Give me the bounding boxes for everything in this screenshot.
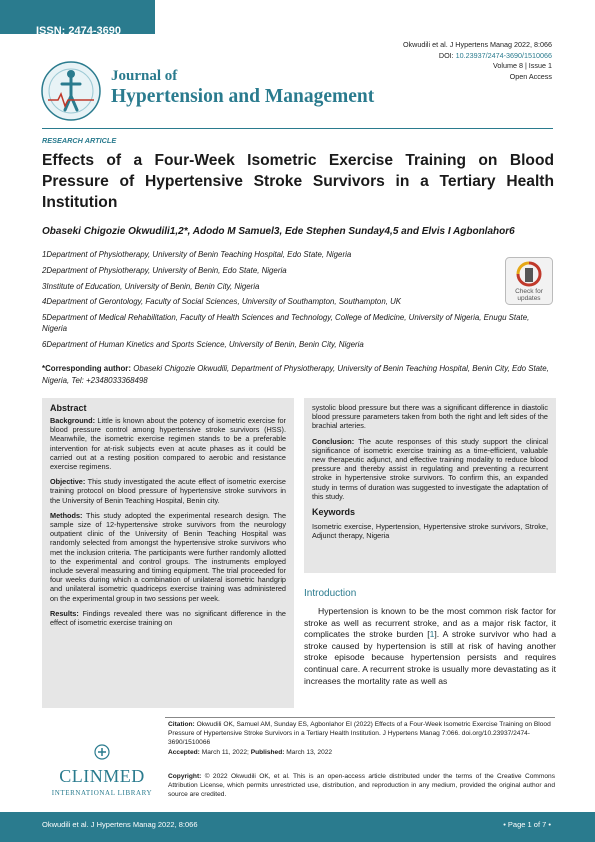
footer-citation: Okwudili et al. J Hypertens Manag 2022, 8:066 (42, 820, 198, 829)
affiliation-item: 2Department of Physiotherapy, University of Benin, Edo State, Nigeria (42, 265, 287, 275)
keywords-list: Isometric exercise, Hypertension, Hypertensive stroke survivors, Stroke, Adjunct therapy, Nigeria (312, 522, 548, 541)
badge-line2: updates (517, 295, 541, 302)
page-number: • Page 1 of 7 • (503, 820, 551, 829)
dates-line: Accepted: March 11, 2022; Published: March 13, 2022 (168, 748, 333, 756)
article-meta (403, 40, 552, 82)
volume-issue: Volume 8 | Issue 1 (492, 61, 552, 70)
corresponding-author: *Corresponding author: Obaseki Chigozie Okwudili, Department of Physiotherapy, University of Benin Teaching Hospital, Benin City, Edo State, Nigeria, Tel: +2348033368498 (42, 364, 549, 385)
affiliation-item: 3Institute of Education, University of Benin, Benin City, Nigeria (42, 281, 260, 291)
copyright-text: Copyright: © 2022 Okwudili OK, et al. This is an open-access article distributed under the terms of the Creative Commons Attribution License, which permits unrestricted use, distribution, and reproduction in any medium, provided the original author and source are credited. (168, 773, 555, 799)
reference-link[interactable]: 1 (429, 629, 435, 640)
affiliation-item: 4Department of Gerontology, Faculty of Social Sciences, University of Southampton, Southampton, UK (42, 297, 402, 307)
journal-title (111, 68, 374, 108)
article-type: RESEARCH ARTICLE (42, 136, 117, 145)
open-access: Open Access (509, 71, 552, 81)
check-for-updates-icon[interactable] (505, 257, 553, 305)
keywords-heading: Keywords (312, 507, 356, 518)
journal-title-line2: Hypertension and Management (111, 86, 375, 107)
abstract-results-continued: systolic blood pressure but there was a significant difference in diastolic blood pressure parameters taken from both the right and left sides of the brachial arteries. (312, 403, 548, 431)
abstract-background: Background: Little is known about the potency of isometric exercise for blood pressure control among hypertensive stroke survivors (HSS). Meanwhile, the isometric exercise regimen stands to be a preferable intervention for at-risk subjects even at acute phases as it could be carried out at a resting position compared to aerobic and resistance exercise regimens. (50, 416, 286, 472)
affiliation-item: 1Department of Physiotherapy, University of Benin Teaching Hospital, Edo State, Nigeria (42, 250, 352, 259)
abstract-conclusion: Conclusion: The acute responses of this study support the clinical significance of isometric exercise training as a time-efficient, valuable new therapeutic adjunct, and effective training modality to reduce blood pressure and thereby assist in regulating and preventing a recurrent stroke in hypertensive stroke survivors. To confirm this, an expanded study in terms of duration was suggested to investigate the adaptation of this study. (312, 436, 548, 501)
affiliation-item: 5Department of Medical Rehabilitation, Faculty of Health Sciences and Technology, College of Medicine, University of Nigeria, Enugu State, Nigeria (42, 313, 530, 333)
citation-text: Citation: Okwudili OK, Samuel AM, Sunday ES, Agbonlahor EI (2022) Effects of a Four-Week Isometric Exercise Training on Blood Pressure of Hypertensive Stroke Survivors in a Tertiary Health Institution. J Hypertens Manag 7:066. doi.org/10.23937/2474-3690/1510066 (168, 721, 551, 747)
affiliations (42, 250, 554, 355)
header-divider (42, 128, 553, 129)
doi-line: DOI: 10.23937/2474-3690/1510066 (438, 50, 552, 60)
journal-logo-icon (40, 60, 102, 122)
cite-line: Okwudili et al. J Hypertens Manag 2022, 8:066 (402, 40, 552, 49)
abstract-heading: Abstract (50, 403, 87, 413)
abstract-methods: Methods: This study adopted the experimental research design. The sample size of 12-hypertensive stroke survivors from the neurology outpatient clinic of the University of Benin Teaching Hospital was randomly selected from amongst the hypertensive stroke survivors who met the inclusion criteria. The participants were further randomly allotted to the experimental and control groups. The instruments employed include several measuring and timing equipment. The trial proceeded for four weeks during which a combination of unilateral isometric handgrip and unilateral isometric quadriceps exercise training was administered on the experimental group in two sessions per week. (50, 510, 286, 603)
affiliation-item: 6Department of Human Kinetics and Sports Science, University of Benin, Benin City, Nigeria (42, 339, 364, 349)
abstract-objective: Objective: This study investigated the acute effect of isometric exercise training protocol on blood pressure of hypertensive stroke survivors in the University of Benin Teaching Hospital, Benin city. (50, 477, 286, 505)
issn-text: ISSN: 2474-3690 (36, 25, 121, 37)
clinmed-logo-icon (42, 742, 162, 802)
abstract-results: Results: Findings revealed there was no significant difference in the effect of isometric exercise training on (50, 608, 286, 628)
article-title: Effects of a Four-Week Isometric Exercise Training on Blood Pressure of Hypertensive Stroke Survivors in a Tertiary Health Institution (42, 152, 554, 211)
journal-title-line1: Journal of (111, 68, 178, 84)
introduction-heading: Introduction (304, 588, 357, 599)
author-list: Obaseki Chigozie Okwudili1,2*, Adodo M Samuel3, Ede Stephen Sunday4,5 and Elvis I Agbonlahor6 (42, 226, 515, 237)
abstract-box (42, 398, 294, 708)
citation-divider (165, 717, 555, 718)
doi-link[interactable]: 10.23937/2474-3690/1510066 (455, 50, 552, 60)
publisher-name: CLINMED (59, 766, 145, 786)
citation-block (168, 720, 555, 757)
issn-banner (0, 0, 155, 37)
page-footer (0, 812, 595, 842)
introduction-paragraph: Hypertension is known to be the most common risk factor for stroke as well as recurrent stroke, and as a major risk factor, it complicates the stroke burden [1]. A stroke survivor who had a stroke caused by hypertension is still at risk of having another stroke episode because hypertension persists and requires continual care. A recurrent stroke is usually more devastating as it increases the mortality rate as well as (304, 606, 556, 686)
badge-line1: Check for (515, 288, 543, 295)
publisher-sub: INTERNATIONAL LIBRARY (51, 789, 153, 797)
abstract-box-continued (304, 398, 556, 573)
